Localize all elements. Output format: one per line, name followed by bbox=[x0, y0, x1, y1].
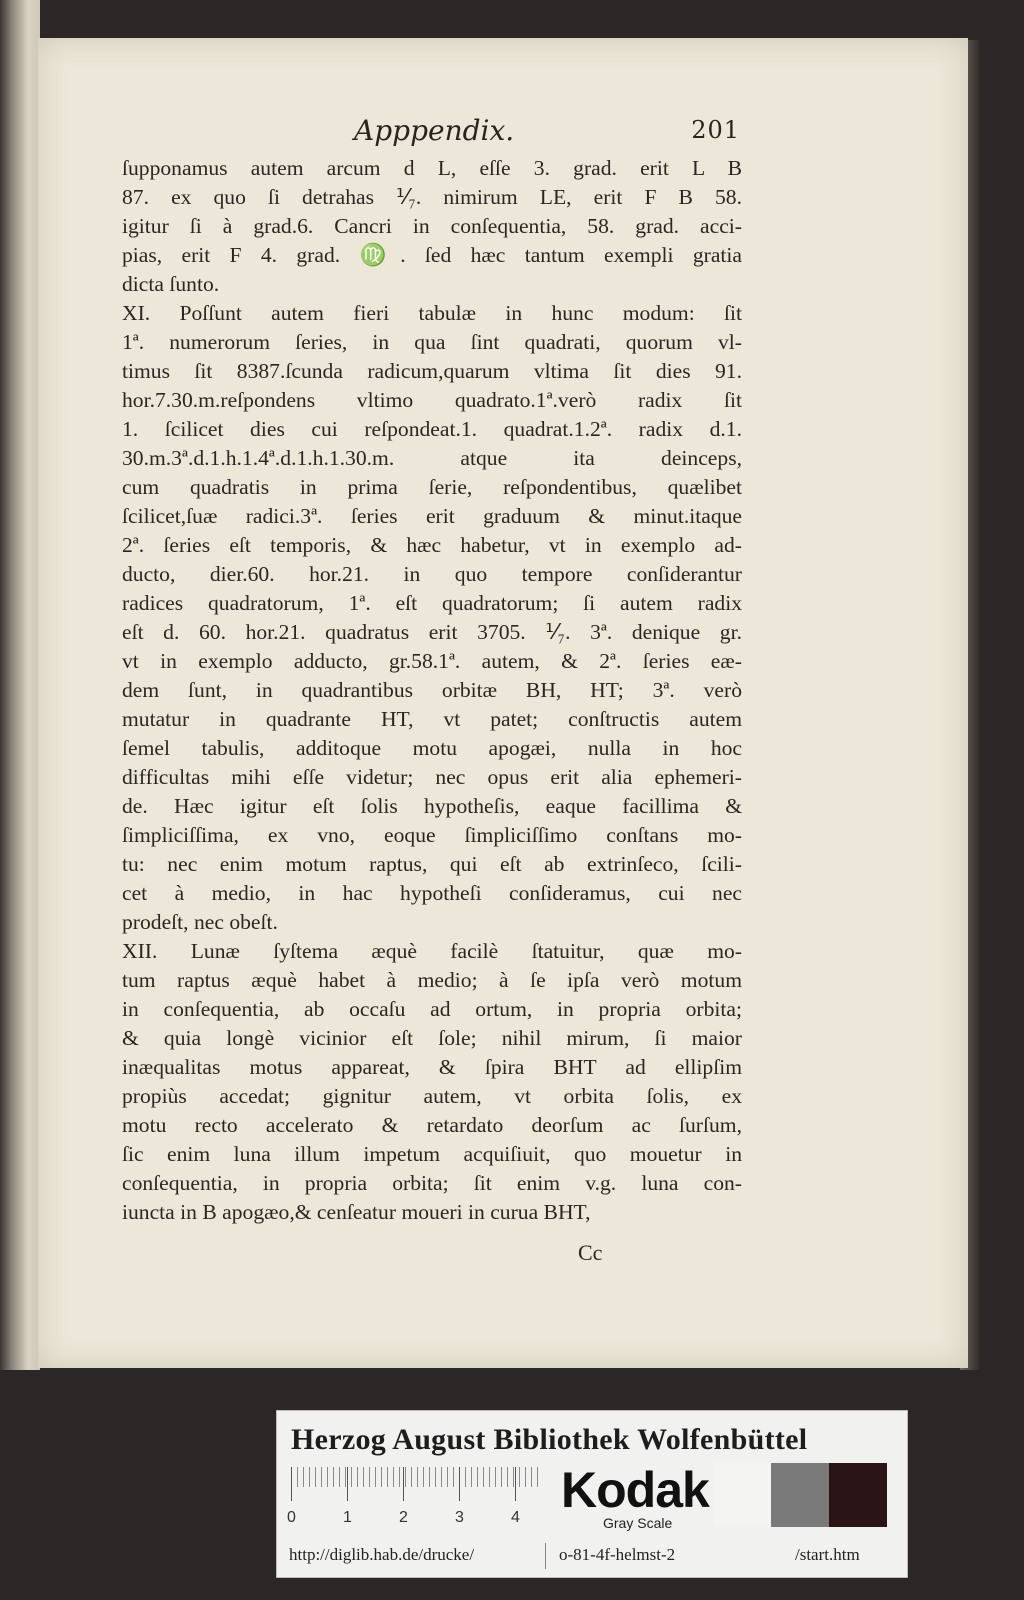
ruler-tick bbox=[459, 1467, 460, 1501]
text-line: propiùs accedat; gignitur autem, vt orbita ſolis, ex bbox=[122, 1084, 742, 1108]
swatch-black bbox=[829, 1463, 887, 1527]
text-line: ſimpliciſſima, ex vno, eoque ſimpliciſſimo conſtans mo- bbox=[122, 823, 742, 847]
text-line: 1ª. numerorum ſeries, in qua ſint quadrati, quorum vl- bbox=[122, 330, 742, 354]
text-line: dicta ſunto. bbox=[122, 272, 220, 296]
text-line: de. Hæc igitur eſt ſolis hypotheſis, eaque facillima & bbox=[122, 794, 742, 818]
text-line: ſupponamus autem arcum d L, eſſe 3. grad. erit L B bbox=[122, 156, 742, 180]
ruler-number: 2 bbox=[399, 1509, 408, 1526]
ruler-tick bbox=[347, 1467, 348, 1501]
text-line: cet à medio, in hac hypotheſi conſideramus, cui nec bbox=[122, 881, 742, 905]
url-row bbox=[277, 1535, 907, 1575]
swatch-gray bbox=[771, 1463, 829, 1527]
text-line: iuncta in B apogæo,& cenſeatur moueri in curua BHT, bbox=[122, 1200, 591, 1224]
text-line: cum quadratis in prima ſerie, reſpondentibus, quælibet bbox=[122, 475, 742, 499]
text-line: timus ſit 8387.ſcunda radicum,quarum vltima ſit dies 91. bbox=[122, 359, 742, 383]
text-line: ducto, dier.60. hor.21. in quo tempore conſiderantur bbox=[122, 562, 742, 586]
catchword: Cc bbox=[578, 1240, 603, 1265]
text-line: XII. Lunæ ſyſtema æquè facilè ſtatuitur, quæ mo- bbox=[122, 939, 742, 963]
text-line: conſequentia, in propria orbita; ſit enim v.g. luna con- bbox=[122, 1171, 742, 1195]
text-line: pias, erit F 4. grad. ♍. ſed hæc tantum exempli gratia bbox=[122, 243, 742, 267]
ruler-tick bbox=[403, 1467, 404, 1501]
running-title: Apppendix. bbox=[354, 114, 515, 147]
text-line: vt in exemplo adducto, gr.58.1ª. autem, & 2ª. ſeries eæ- bbox=[122, 649, 742, 673]
url-divider bbox=[545, 1543, 546, 1569]
running-head bbox=[122, 114, 742, 150]
text-line: 30.m.3ª.d.1.h.1.4ª.d.1.h.1.30.m. atque ita deinceps, bbox=[122, 446, 742, 470]
swatch-white bbox=[713, 1463, 771, 1527]
text-line: XI. Poſſunt autem fieri tabulæ in hunc modum: ſit bbox=[122, 301, 742, 325]
text-line: ſemel tabulis, additoque motu apogæi, nulla in hoc bbox=[122, 736, 742, 760]
text-line: ſcilicet,ſuæ radici.3ª. ſeries erit graduum & minut.itaque bbox=[122, 504, 742, 528]
text-line: difficultas mihi eſſe videtur; nec opus erit alia ephemeri- bbox=[122, 765, 742, 789]
url-base: http://diglib.hab.de/drucke/ bbox=[289, 1545, 475, 1564]
page-number: 201 bbox=[691, 116, 740, 144]
text-line: 1. ſcilicet dies cui reſpondeat.1. quadrat.1.2ª. radix d.1. bbox=[122, 417, 742, 441]
ruler-number: 1 bbox=[343, 1509, 352, 1526]
text-line: ſic enim luna illum impetum acquiſiuit, quo mouetur in bbox=[122, 1142, 742, 1166]
text-line: 2ª. ſeries eſt temporis, & hæc habetur, vt in exemplo ad- bbox=[122, 533, 742, 557]
scale-ruler bbox=[291, 1467, 541, 1501]
text-line: tu: nec enim motum raptus, qui eſt ab extrinſeco, ſcili- bbox=[122, 852, 742, 876]
url-suffix: /start.htm bbox=[795, 1545, 860, 1564]
text-line: tum raptus æquè habet à medio; à ſe ipſa verò motum bbox=[122, 968, 742, 992]
ruler-number: 4 bbox=[511, 1509, 520, 1526]
kodak-color-target bbox=[276, 1410, 908, 1578]
kodak-logo: Kodak bbox=[561, 1462, 709, 1518]
text-line: hor.7.30.m.reſpondens vltimo quadrato.1ª.verò radix ſit bbox=[122, 388, 742, 412]
body-text bbox=[122, 154, 742, 1227]
book-page bbox=[38, 38, 968, 1368]
text-block bbox=[122, 114, 742, 1227]
text-line: in conſequentia, ab occaſu ad ortum, in propria orbita; bbox=[122, 997, 742, 1021]
gray-scale-label: Gray Scale bbox=[603, 1515, 673, 1531]
text-line: & quia longè vicinior eſt ſole; nihil mirum, ſi maior bbox=[122, 1026, 742, 1050]
library-name: Herzog August Bibliothek Wolfenbüttel bbox=[291, 1423, 808, 1456]
text-line: eſt d. 60. hor.21. quadratus erit 3705. ⅟₇. 3ª. denique gr. bbox=[122, 620, 742, 644]
text-line: igitur ſi à grad.6. Cancri in conſequentia, 58. grad. acci- bbox=[122, 214, 742, 238]
text-line: radices quadratorum, 1ª. eſt quadratorum; ſi autem radix bbox=[122, 591, 742, 615]
ruler-number: 3 bbox=[455, 1509, 464, 1526]
ruler-tick bbox=[291, 1467, 292, 1501]
text-line: 87. ex quo ſi detrahas ⅟₇. nimirum LE, erit F B 58. bbox=[122, 185, 742, 209]
ruler-number: 0 bbox=[287, 1509, 296, 1526]
url-id: o-81-4f-helmst-2 bbox=[559, 1545, 676, 1564]
text-line: inæqualitas motus appareat, & ſpira BHT ad ellipſim bbox=[122, 1055, 742, 1079]
text-line: prodeſt, nec obeſt. bbox=[122, 910, 278, 934]
ruler-tick bbox=[515, 1467, 516, 1501]
book-left-edge bbox=[0, 0, 40, 1370]
text-line: dem ſunt, in quadrantibus orbitæ BH, HT; 3ª. verò bbox=[122, 678, 742, 702]
text-line: mutatur in quadrante HT, vt patet; conſtructis autem bbox=[122, 707, 742, 731]
text-line: motu recto accelerato & retardato deorſum ac ſurſum, bbox=[122, 1113, 742, 1137]
